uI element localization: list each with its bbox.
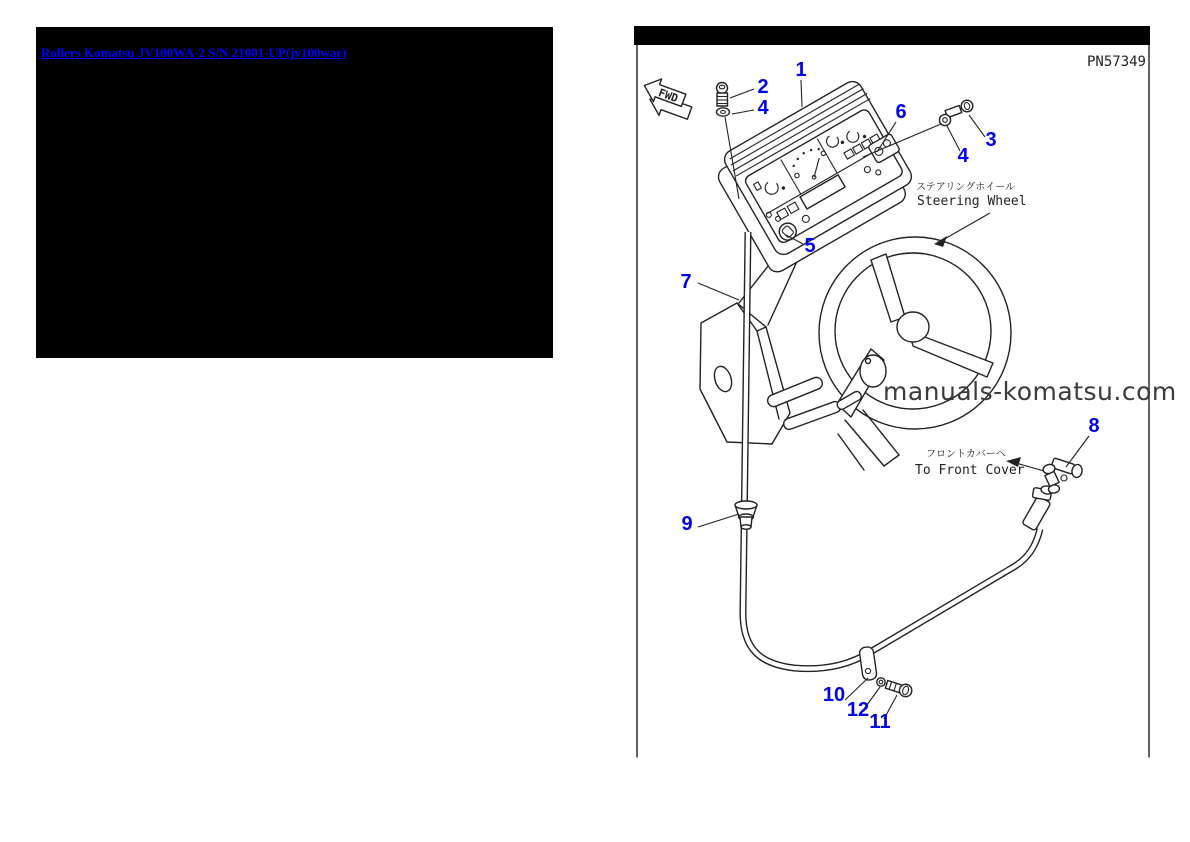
callout-7: 7	[680, 271, 692, 293]
fwd-arrow-icon	[636, 74, 697, 125]
steering-wheel-label-en: Steering Wheel	[917, 194, 1027, 209]
steering-wheel-label-jp: ステアリングホイール	[916, 182, 1015, 193]
front-cover-label	[915, 448, 1044, 478]
fwd-arrow-label: FWD	[656, 86, 680, 106]
manual-title-link[interactable]: Rollers Komatsu JV100WA-2 S/N 21001-UP(jv100war)	[41, 45, 347, 60]
washer-12-drawing	[877, 678, 885, 686]
washer-4b-drawing	[939, 114, 950, 125]
connector-8-drawing	[1042, 458, 1083, 494]
front-cover-label-en: To Front Cover	[915, 463, 1025, 478]
callout-8: 8	[1088, 415, 1100, 437]
bolt-3-drawing	[945, 100, 973, 117]
callout-4a: 4	[757, 97, 769, 119]
bolt-2-drawing	[717, 83, 728, 107]
steering-wheel-label	[916, 181, 1027, 247]
callout-5: 5	[804, 235, 816, 257]
front-cover-label-jp: フロントカバーへ	[926, 449, 1006, 460]
watermark: manuals-komatsu.com	[883, 377, 1177, 406]
callout-6: 6	[895, 101, 907, 123]
grommet-drawing	[735, 501, 757, 529]
plate-number: PN57349	[1086, 54, 1146, 70]
callout-10: 10	[822, 684, 846, 706]
callout-11: 11	[869, 711, 891, 733]
callout-12: 12	[846, 699, 870, 721]
callout-1: 1	[795, 59, 807, 81]
callout-9: 9	[681, 513, 693, 535]
callout-2: 2	[757, 76, 769, 98]
callout-4b: 4	[957, 145, 969, 167]
callout-3: 3	[985, 129, 997, 151]
bolt-11-drawing	[885, 678, 914, 698]
steering-column-drawing	[700, 246, 804, 444]
steering-wheel-drawing	[766, 237, 1011, 470]
